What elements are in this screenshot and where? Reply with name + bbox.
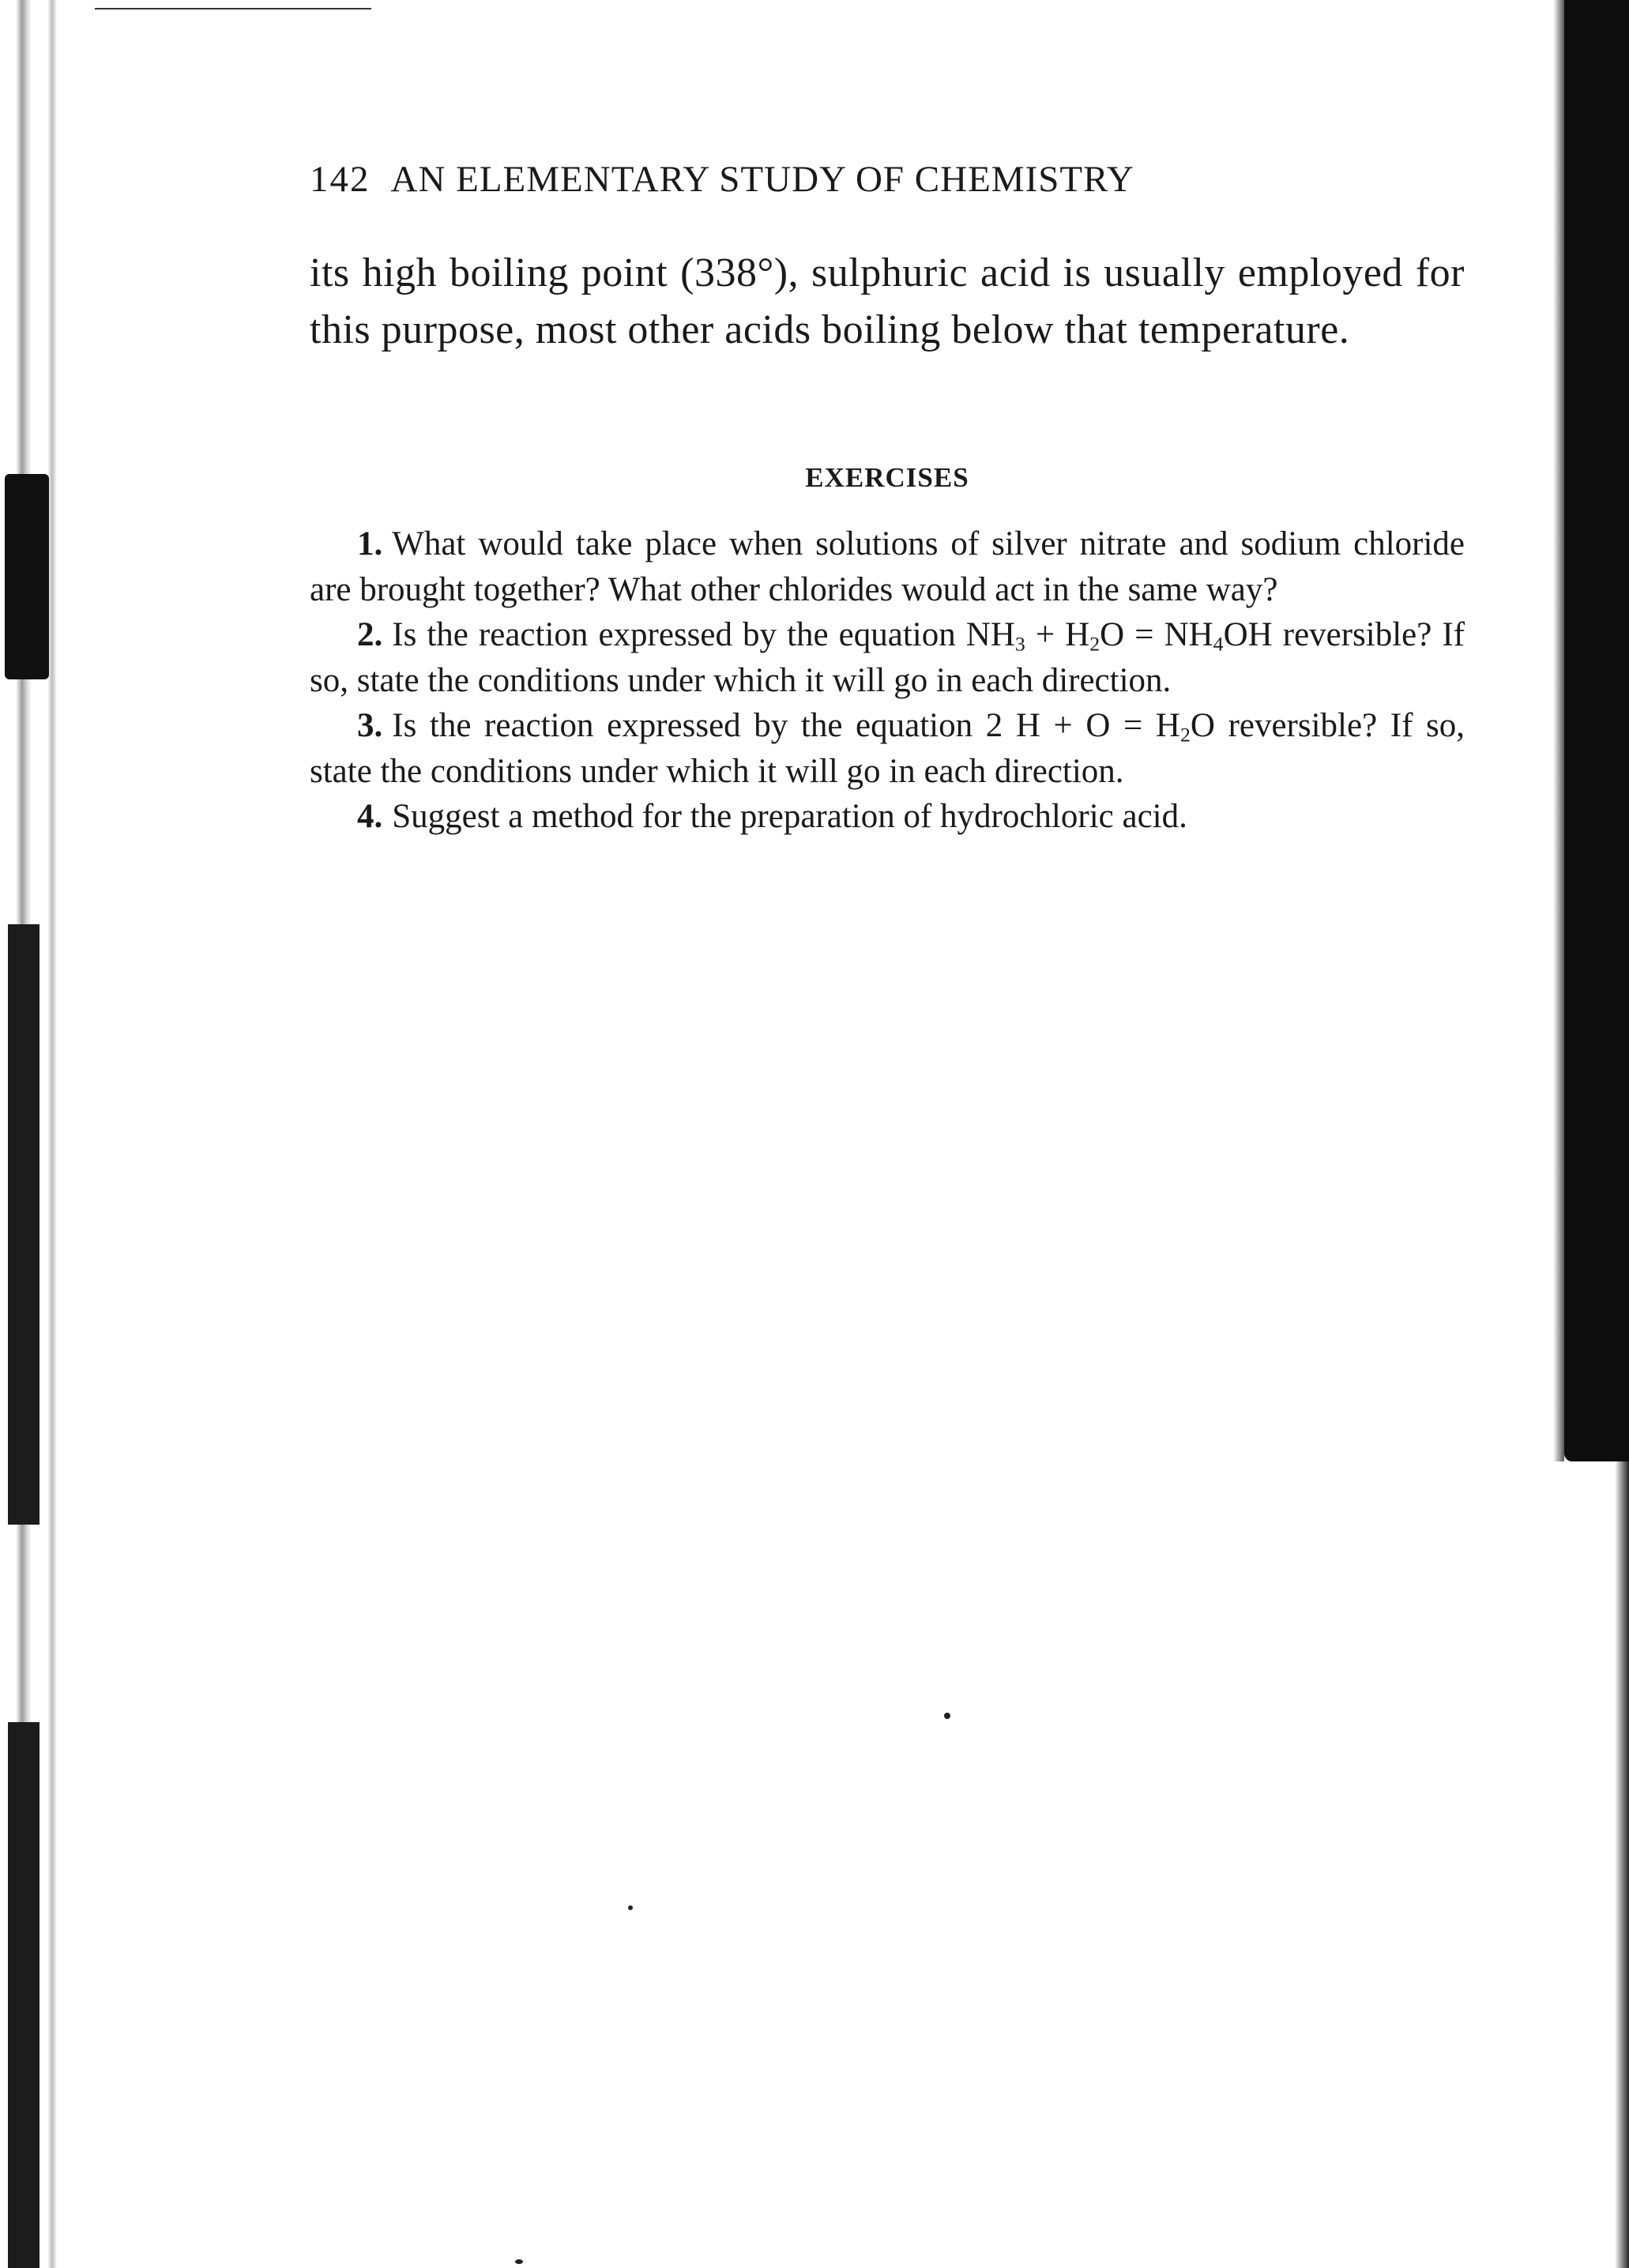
equation-part: NH: [1164, 616, 1213, 653]
intro-paragraph: [310, 245, 1465, 359]
exercise-number: 4.: [357, 798, 383, 835]
running-header: [310, 158, 1471, 213]
exercise-number: 1.: [357, 525, 383, 562]
exercise-text: Is the reaction expressed by the equation: [392, 616, 956, 653]
exercise-item: [310, 521, 1465, 612]
top-rule: [95, 8, 371, 9]
chemical-equation: [985, 707, 1215, 747]
exercise-text: Is the reaction expressed by the equation: [392, 707, 973, 744]
equation-part: 2 H + O = H: [985, 707, 1180, 744]
left-edge-bar: [8, 1722, 40, 2268]
right-page-edge: [1564, 0, 1629, 1461]
exercise-list: [310, 521, 1465, 840]
equation-part: NH: [965, 616, 1015, 653]
left-edge-blot: [5, 474, 49, 679]
page-number: 142: [310, 159, 371, 200]
exercise-text: reversible? If so, state the conditions under which it will go in each direction.: [310, 707, 1465, 790]
exercise-text: reversible? If so, state the conditions under which it will go in each direction.: [310, 616, 1465, 699]
right-page-edge-lower: [1615, 1461, 1629, 2268]
subscript: 2: [1179, 723, 1191, 747]
subscript: 2: [1089, 632, 1100, 656]
exercise-text: What would take place when solutions of silver nitrate and sodium chloride are brought together? What other chlorides would act in the same way?: [310, 525, 1465, 608]
subscript: 3: [1014, 632, 1025, 656]
exercise-item: [310, 612, 1465, 703]
equation-part: + H: [1035, 616, 1090, 653]
running-title: AN ELEMENTARY STUDY OF CHEMISTRY: [390, 159, 1134, 200]
exercise-item: [310, 794, 1465, 840]
left-edge-bar: [8, 924, 40, 1525]
speck: [515, 2259, 523, 2264]
exercise-number: 2.: [357, 616, 383, 653]
equation-part: OH: [1223, 616, 1273, 653]
right-page-shadow: [1553, 0, 1564, 1461]
exercise-item: [310, 703, 1465, 794]
speck: [944, 1713, 950, 1719]
exercise-number: 3.: [357, 707, 383, 744]
chemical-equation: [965, 616, 1273, 656]
exercise-text: Suggest a method for the preparation of hydrochloric acid.: [392, 798, 1187, 835]
section-title: EXERCISES: [805, 462, 969, 493]
equation-part: O: [1190, 707, 1215, 744]
intro-text: its high boiling point (338°), sulphuric acid is usually employed for this purpose, most other acids boiling below that temperature.: [310, 250, 1465, 352]
equation-part: O =: [1100, 616, 1154, 653]
speck: [628, 1905, 633, 1910]
subscript: 4: [1213, 632, 1224, 656]
